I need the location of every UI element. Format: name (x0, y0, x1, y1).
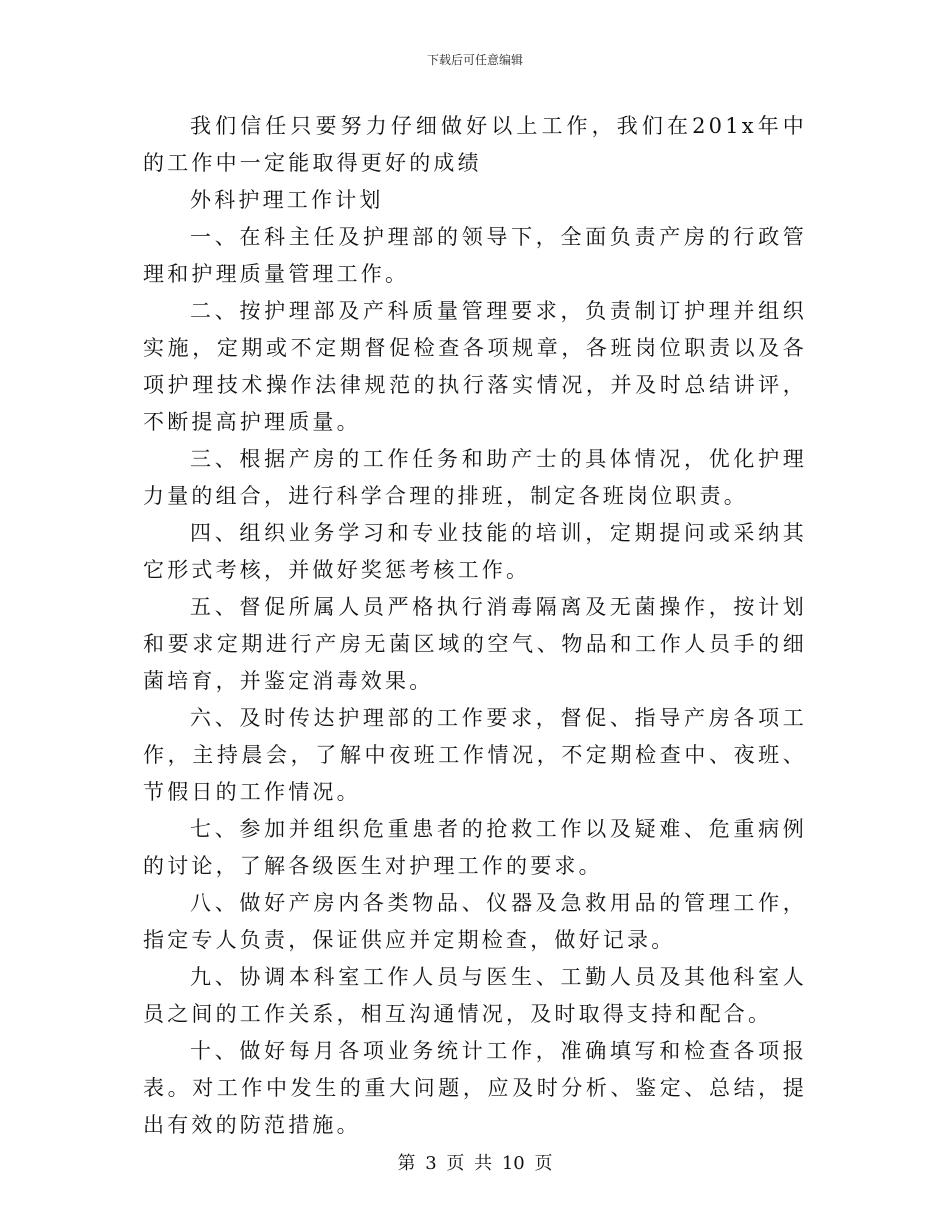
list-item: 九、协调本科室工作人员与医生、工勤人员及其他科室人员之间的工作关系，相互沟通情况，及时取得支持和配合。 (143, 965, 807, 1026)
list-item: 六、及时传达护理部的工作要求，督促、指导产房各项工作，主持晨会，了解中夜班工作情况，不定期检查中、夜班、节假日的工作情况。 (143, 706, 807, 804)
list-item: 四、组织业务学习和专业技能的培训，定期提问或采纳其它形式考核，并做好奖惩考核工作。 (143, 521, 807, 582)
document-body (143, 108, 807, 1144)
list-item: 一、在科主任及护理部的领导下，全面负责产房的行政管理和护理质量管理工作。 (143, 225, 807, 286)
page-number-footer: 第 3 页 共 10 页 (397, 1153, 553, 1174)
section-title: 外科护理工作计划 (190, 188, 384, 212)
list-item: 十、做好每月各项业务统计工作，准确填写和检查各项报表。对工作中发生的重大问题，应及时分析、鉴定、总结，提出有效的防范措施。 (143, 1039, 807, 1137)
list-item: 八、做好产房内各类物品、仪器及急救用品的管理工作，指定专人负责，保证供应并定期检查，做好记录。 (143, 891, 807, 952)
list-item: 二、按护理部及产科质量管理要求，负责制订护理并组织实施，定期或不定期督促检查各项规章，各班岗位职责以及各项护理技术操作法律规范的执行落实情况，并及时总结讲评，不断提高护理质量。 (143, 299, 807, 434)
page-header-note: 下载后可任意编辑 (426, 53, 523, 67)
paragraph-intro: 我们信任只要努力仔细做好以上工作，我们在201x年中的工作中一定能取得更好的成绩 (143, 114, 807, 175)
list-item: 三、根据产房的工作任务和助产士的具体情况，优化护理力量的组合，进行科学合理的排班，制定各班岗位职责。 (143, 447, 807, 508)
list-item: 七、参加并组织危重患者的抢救工作以及疑难、危重病例的讨论，了解各级医生对护理工作的要求。 (143, 817, 807, 878)
list-item: 五、督促所属人员严格执行消毒隔离及无菌操作，按计划和要求定期进行产房无菌区域的空气、物品和工作人员手的细菌培育，并鉴定消毒效果。 (143, 595, 807, 693)
